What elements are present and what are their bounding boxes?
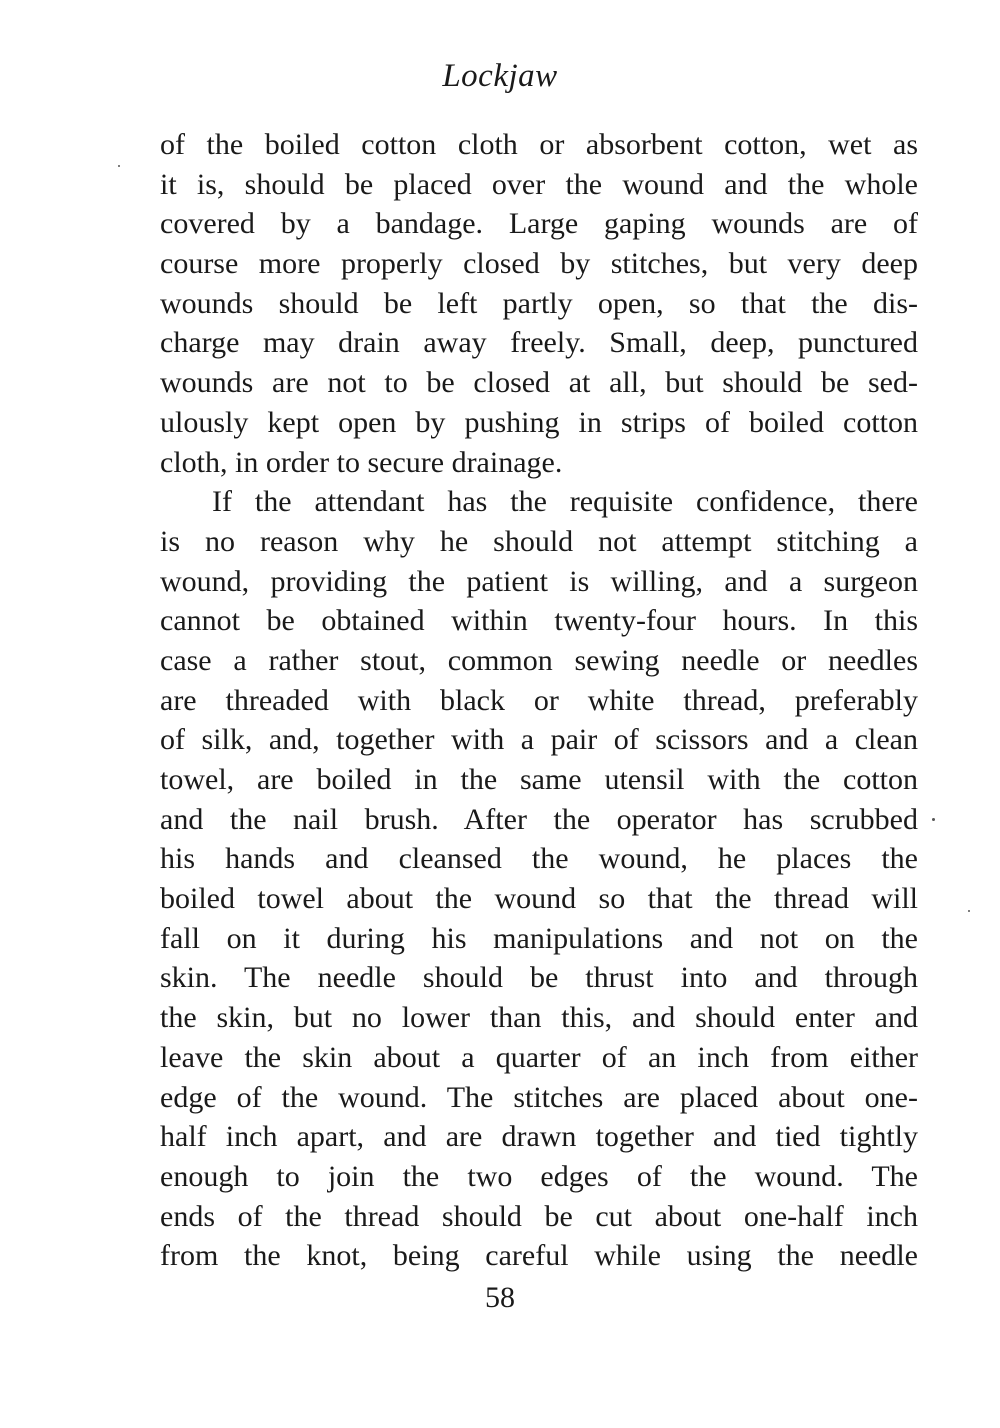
text-line: wounds are not to be closed at all, but should be sed- [160,366,918,400]
scan-speck [932,818,935,821]
text-line: cloth, in order to secure drainage. [160,445,563,479]
text-line: his hands and cleansed the wound, he places the [160,842,918,876]
text-line: from the knot, being careful while using the needle [160,1239,918,1273]
text-line: skin. The needle should be thrust into and through [160,961,918,995]
text-line: fall on it during his manipulations and not on the [160,921,918,955]
text-line: case a rather stout, common sewing needle or needles [160,643,918,677]
text-line: leave the skin about a quarter of an inch from either [160,1040,918,1074]
text-line: covered by a bandage. Large gaping wounds are of [160,207,918,241]
text-line: course more properly closed by stitches, but very deep [160,247,918,281]
paragraph-1 [160,125,918,482]
text-line: ulously kept open by pushing in strips of boiled cotton [160,405,918,439]
text-line: and the nail brush. After the operator has scrubbed [160,802,918,836]
text-line: of silk, and, together with a pair of scissors and a clean [160,723,918,757]
text-line: cannot be obtained within twenty-four hours. In this [160,604,918,638]
running-head: Lockjaw [442,58,558,94]
text-line: enough to join the two edges of the wound. The [160,1159,918,1193]
text-line: ends of the thread should be cut about one-half inch [160,1199,918,1233]
text-line: charge may drain away freely. Small, deep, punctured [160,326,918,360]
text-line: are threaded with black or white thread, preferably [160,683,918,717]
text-line: boiled towel about the wound so that the thread will [160,882,918,916]
text-line: is no reason why he should not attempt stitching a [160,524,918,558]
text-line: of the boiled cotton cloth or absorbent cotton, wet as [160,128,918,161]
text-line: edge of the wound. The stitches are placed about one- [160,1080,918,1114]
text-line: the skin, but no lower than this, and should enter and [160,1001,918,1035]
text-line: it is, should be placed over the wound and the whole [160,167,918,201]
text-line: wounds should be left partly open, so that the dis- [160,286,918,320]
body-text [160,125,918,1276]
paragraph-2 [160,482,918,1276]
page-number: 58 [485,1281,515,1314]
text-line: half inch apart, and are drawn together and tied tightly [160,1120,918,1154]
text-line: If the attendant has the requisite confidence, there [212,485,918,519]
text-line: towel, are boiled in the same utensil with the cotton [160,763,918,796]
text-line: wound, providing the patient is willing, and a surgeon [160,564,918,598]
scan-speck [968,910,970,912]
scan-speck [118,165,120,167]
